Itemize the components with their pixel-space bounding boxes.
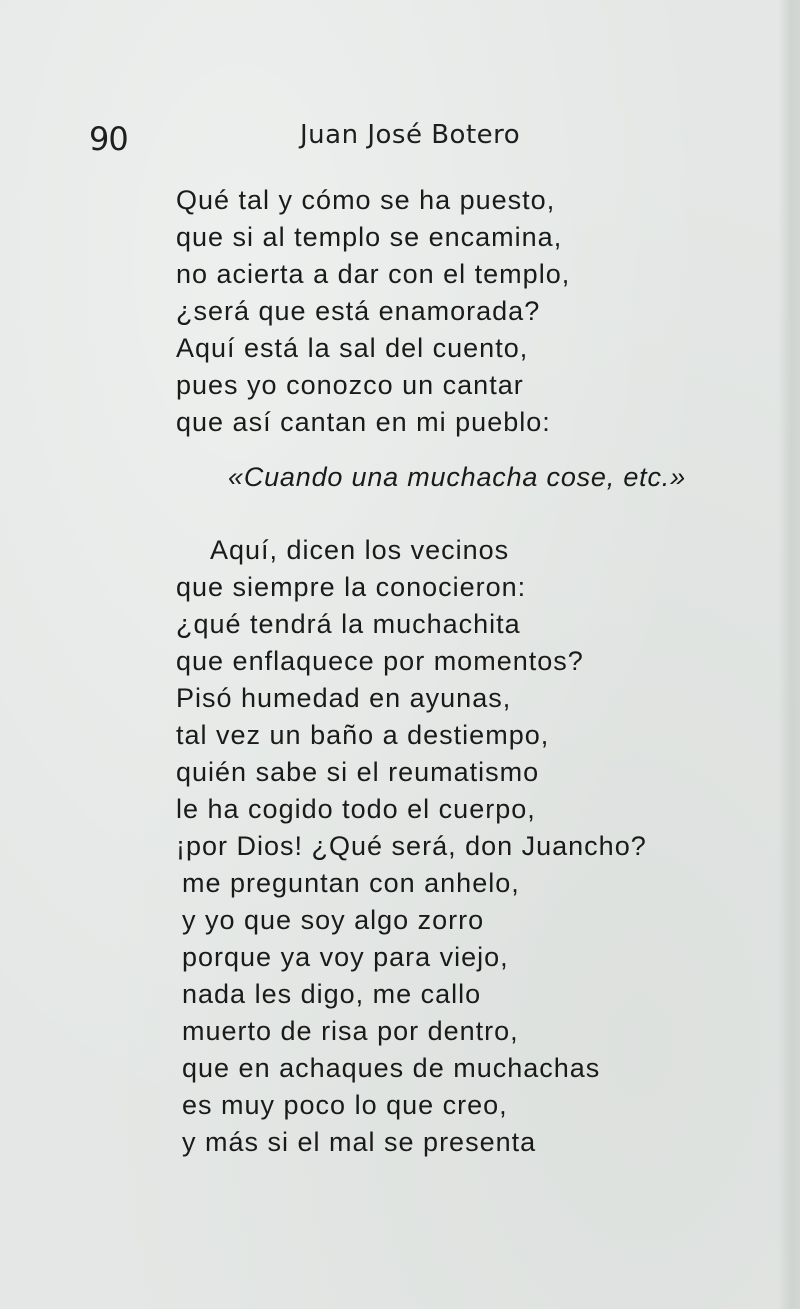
stanza-first xyxy=(176,182,570,441)
stanza-second xyxy=(176,532,647,1161)
verse-line: porque ya voy para viejo, xyxy=(182,942,509,972)
verse-line: Pisó humedad en ayunas, xyxy=(176,683,512,713)
verse-line: tal vez un baño a destiempo, xyxy=(176,720,550,750)
verse-line: y más si el mal se presenta xyxy=(182,1127,537,1157)
verse-line: que en achaques de muchachas xyxy=(182,1053,601,1083)
verse-line: que así cantan en mi pueblo: xyxy=(176,407,551,437)
verse-line: Qué tal y cómo se ha puesto, xyxy=(176,185,556,215)
verse-line: que siempre la conocieron: xyxy=(176,572,527,602)
running-head: Juan José Botero xyxy=(300,120,521,150)
verse-line: Aquí está la sal del cuento, xyxy=(176,333,529,363)
verse-line: que si al templo se encamina, xyxy=(176,222,563,252)
verse-line: que enflaquece por momentos? xyxy=(176,646,584,676)
verse-line: nada les digo, me callo xyxy=(182,979,482,1009)
verse-line: muerto de risa por dentro, xyxy=(182,1016,519,1046)
verse-line: me preguntan con anhelo, xyxy=(182,868,520,898)
verse-line: es muy poco lo que creo, xyxy=(182,1090,508,1120)
verse-line: quién sabe si el reumatismo xyxy=(176,757,540,787)
page-edge-shadow xyxy=(778,0,800,1309)
verse-line: pues yo conozco un cantar xyxy=(176,370,524,400)
verse-line: ¿qué tendrá la muchachita xyxy=(176,609,521,639)
verse-line: Aquí, dicen los vecinos xyxy=(210,535,510,565)
page-number: 90 xyxy=(89,120,128,158)
song-quote: «Cuando una muchacha cose, etc.» xyxy=(228,462,686,492)
verse-line: ¿será que está enamorada? xyxy=(176,296,541,326)
verse-line: y yo que soy algo zorro xyxy=(182,905,485,935)
verse-line: le ha cogido todo el cuerpo, xyxy=(176,794,536,824)
verse-line: ¡por Dios! ¿Qué será, don Juancho? xyxy=(176,831,647,861)
verse-line: no acierta a dar con el templo, xyxy=(176,259,571,289)
